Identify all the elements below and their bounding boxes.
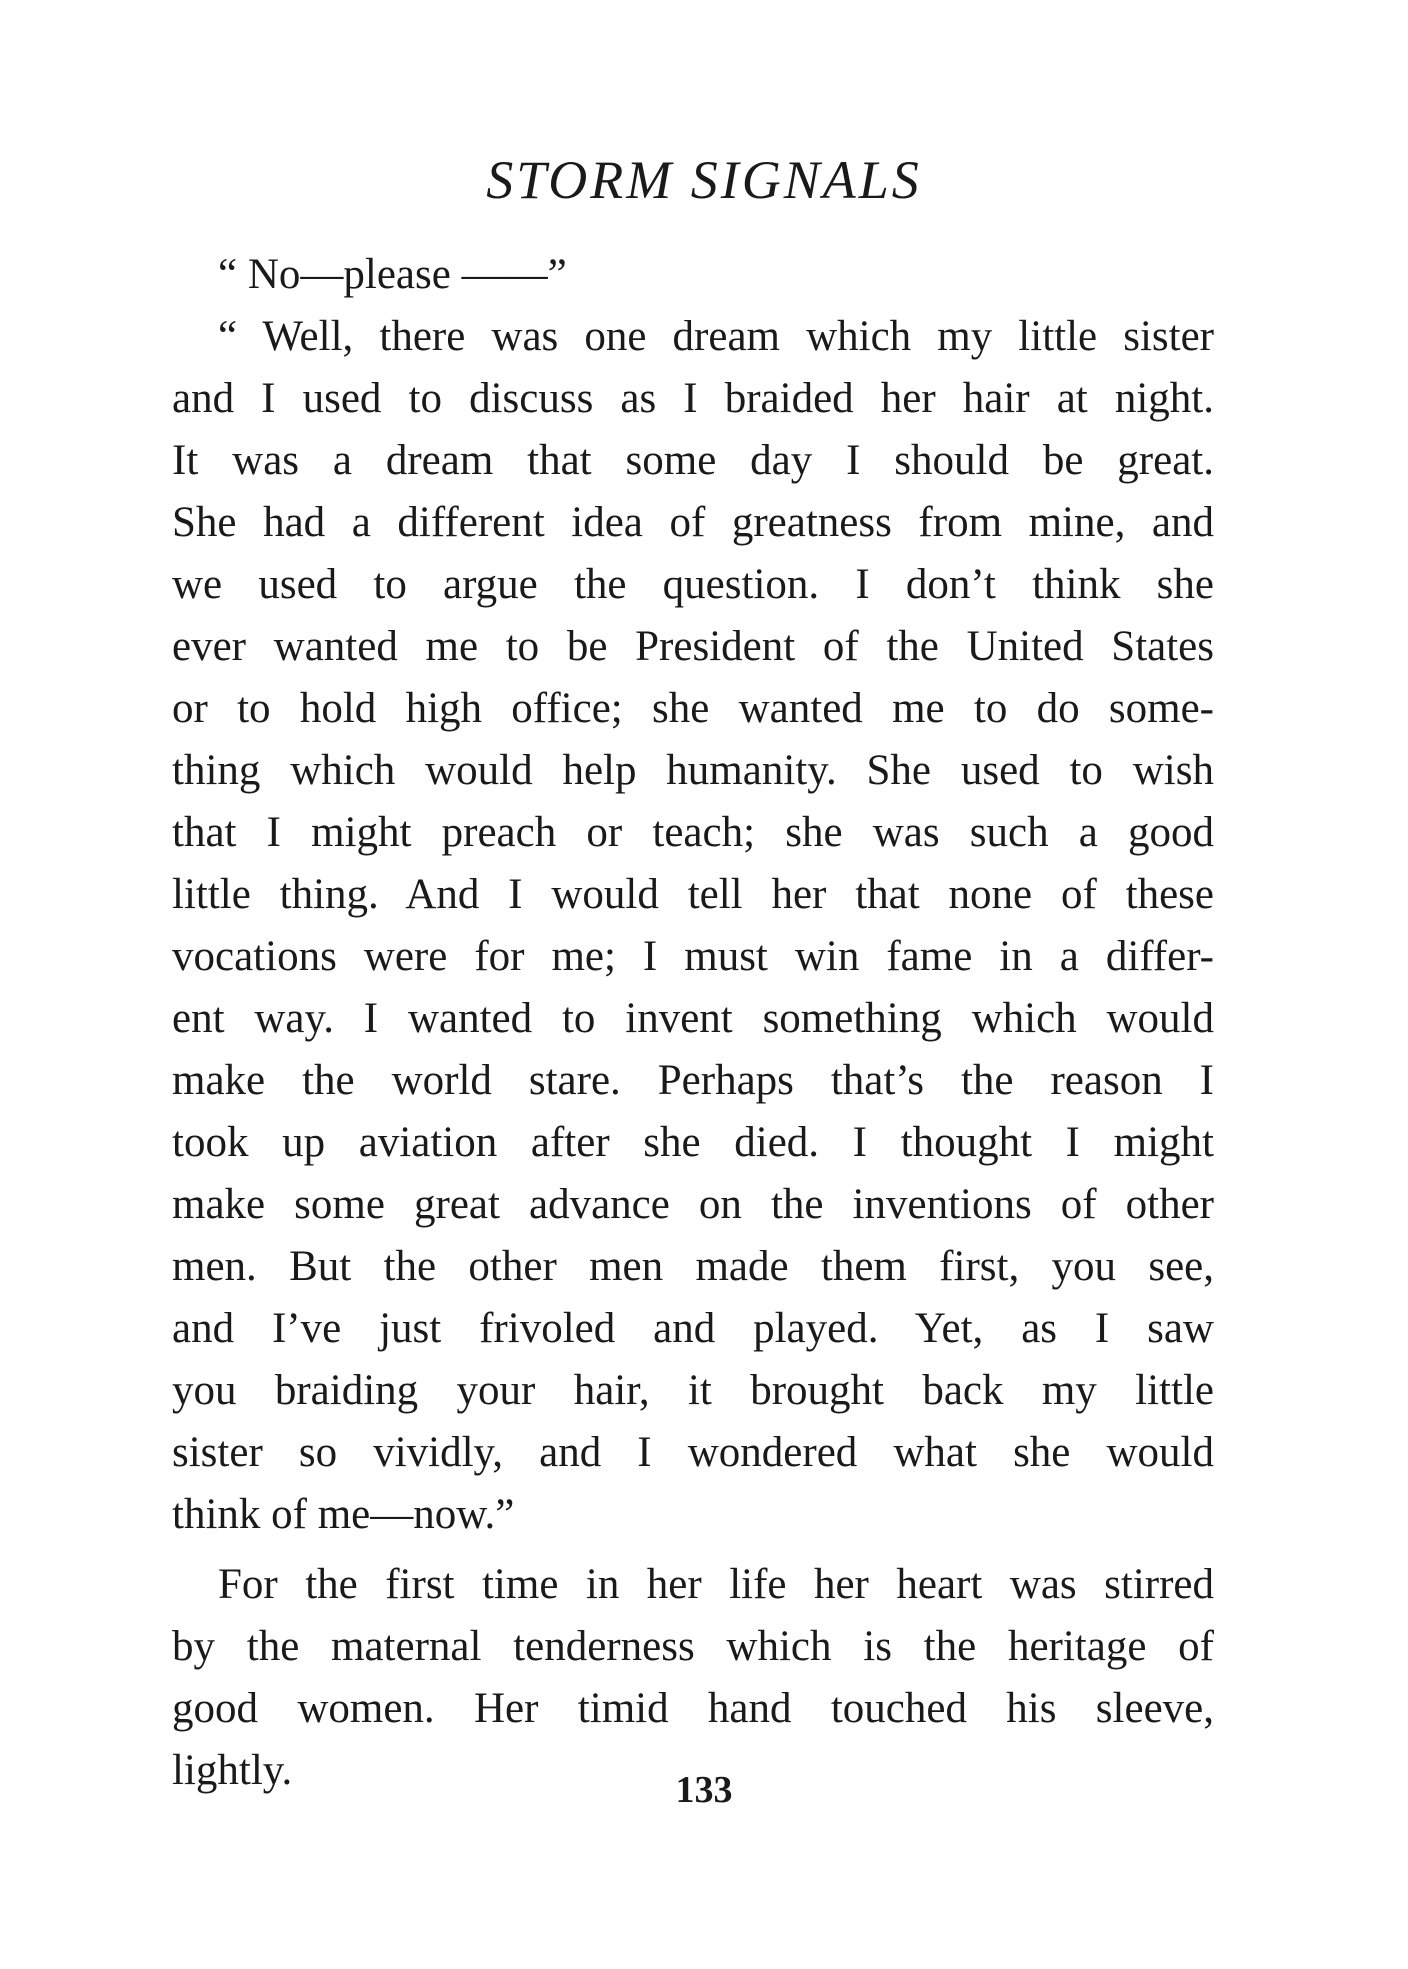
text-line: It was a dream that some day I should be great. (172, 437, 1214, 484)
text-line: vocations were for me; I must win fame in a differ- (172, 933, 1214, 980)
text-line: good women. Her timid hand touched his sleeve, (172, 1685, 1214, 1732)
text-line: took up aviation after she died. I thought I might (172, 1119, 1214, 1166)
text-line: For the first time in her life her heart was stirred (218, 1561, 1214, 1608)
text-line: we used to argue the question. I don’t think she (172, 561, 1214, 608)
text-line: ever wanted me to be President of the United States (172, 623, 1214, 670)
running-head: STORM SIGNALS (486, 150, 922, 210)
text-line: thing which would help humanity. She used to wish (172, 747, 1214, 794)
text-line: and I used to discuss as I braided her hair at night. (172, 375, 1214, 422)
text-line: make the world stare. Perhaps that’s the reason I (172, 1057, 1214, 1104)
text-line: you braiding your hair, it brought back my little (172, 1367, 1214, 1414)
text-line: men. But the other men made them first, you see, (172, 1243, 1214, 1290)
text-line: “ Well, there was one dream which my little sister (218, 313, 1214, 360)
text-line: lightly. (172, 1747, 293, 1794)
text-line: sister so vividly, and I wondered what she would (172, 1429, 1214, 1476)
text-line: or to hold high office; she wanted me to do some- (172, 685, 1214, 732)
paragraph (172, 306, 1214, 1546)
text-line: by the maternal tenderness which is the heritage of (172, 1623, 1214, 1670)
text-line: little thing. And I would tell her that none of these (172, 871, 1214, 918)
text-line: think of me—now.” (172, 1491, 515, 1538)
paragraph-spacer (172, 1546, 1214, 1554)
text-line: She had a different idea of greatness from mine, and (172, 499, 1214, 546)
paragraph (172, 1554, 1214, 1802)
text-line: make some great advance on the inventions of other (172, 1181, 1214, 1228)
text-line: ent way. I wanted to invent something which would (172, 995, 1214, 1042)
paragraph (172, 244, 1214, 306)
page-number: 133 (675, 1769, 733, 1811)
text-line: “ No—please ——” (218, 251, 567, 298)
text-line: and I’ve just frivoled and played. Yet, as I saw (172, 1305, 1214, 1352)
body-text (172, 244, 1214, 1802)
text-line: that I might preach or teach; she was such a good (172, 809, 1214, 856)
